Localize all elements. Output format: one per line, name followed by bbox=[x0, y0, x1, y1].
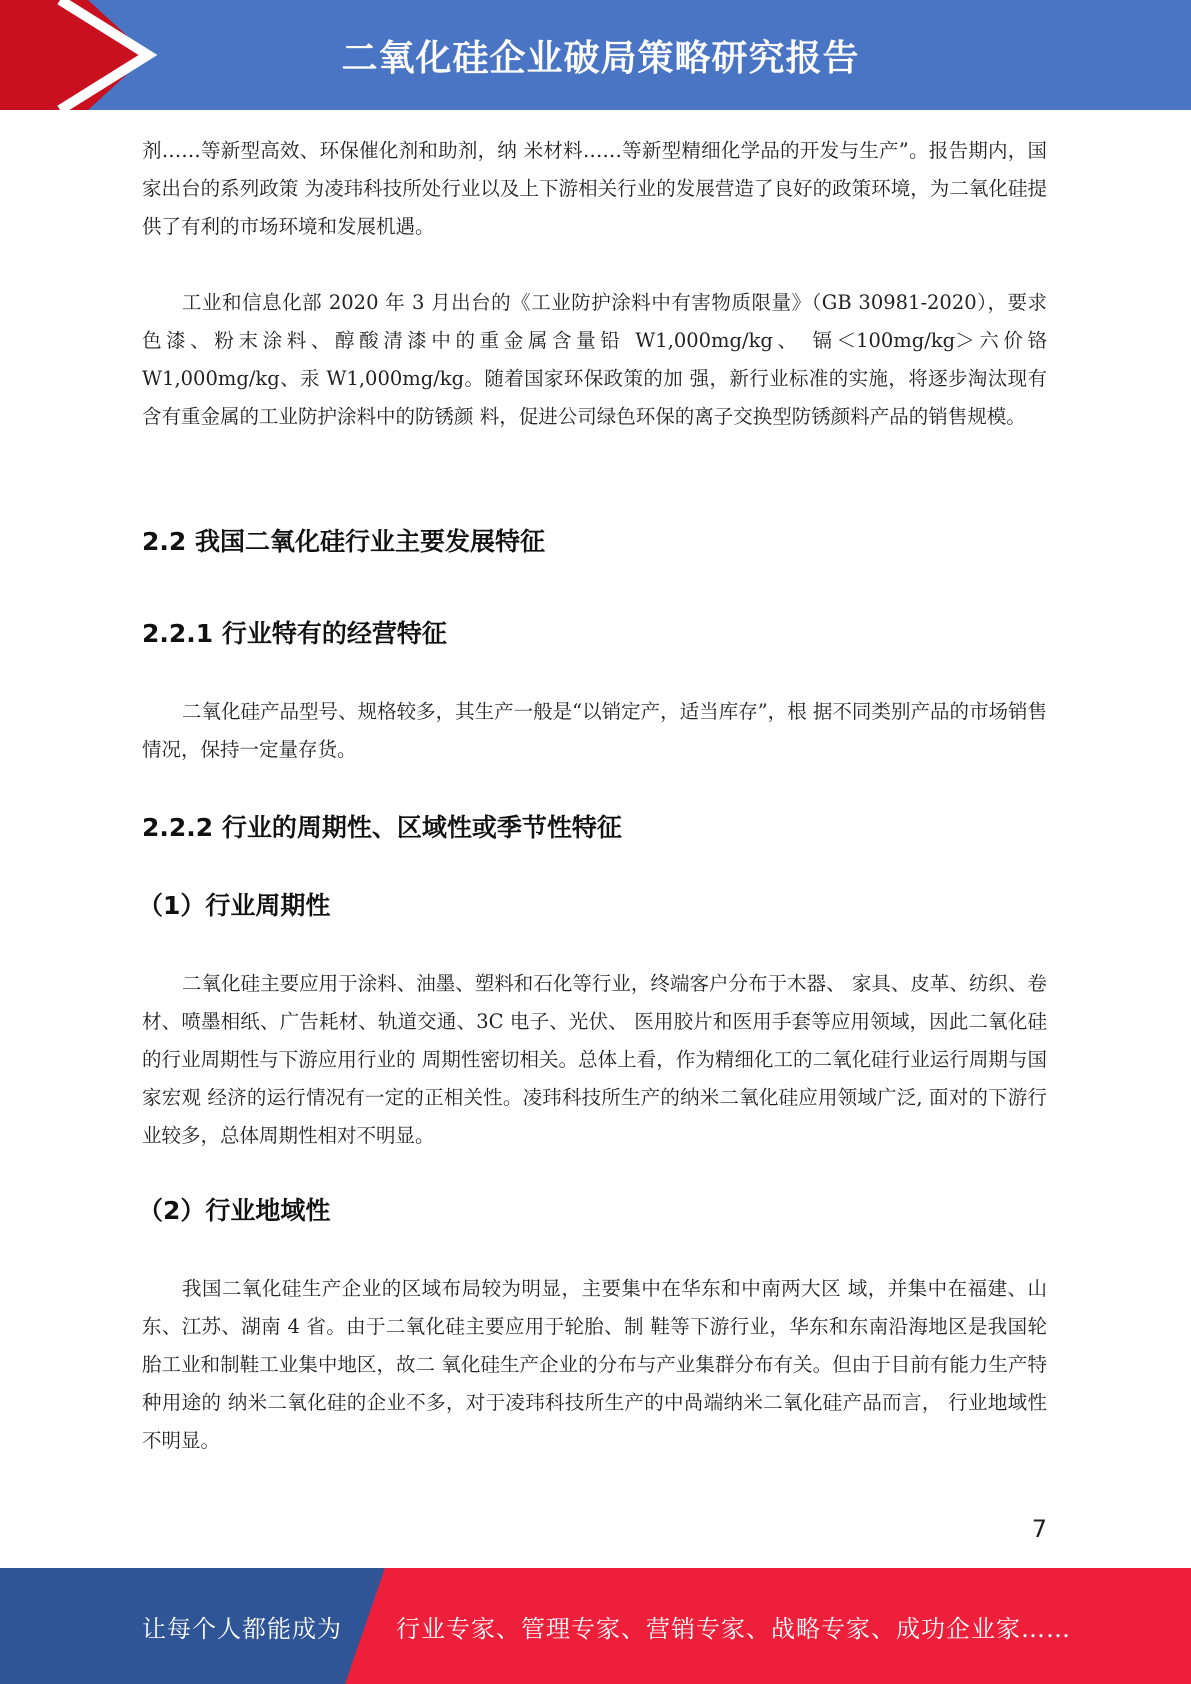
footer-slogan-right: 行业专家、管理专家、营销专家、战略专家、成功企业家…… bbox=[396, 1614, 1071, 1643]
arrow-red-shape bbox=[0, 0, 148, 110]
paragraph-2: 工业和信息化部 2020 年 3 月出台的《工业防护涂料中有害物质限量》（GB 30981-2020），要求色漆、粉末涂料、醇酸清漆中的重金属含量铅 W1,000mg/kg、 镉＜100mg/kg＞六价铬 W1,000mg/kg、汞 W1,000mg/kg。随着国家环保政策的加 强，新行业标准的实施，将逐步淘汰现有含有重金属的工业防护涂料中的防锈颜 料，促进公司绿色环保的离子交换型防锈颜料产品的销售规模。 bbox=[142, 291, 1047, 428]
header-band bbox=[0, 0, 1191, 110]
footer-slogan-left: 让每个人都能成为 bbox=[142, 1614, 342, 1643]
heading-2-2-2: 2.2.2 行业的周期性、区域性或季节性特征 bbox=[142, 813, 622, 842]
heading-2-2: 2.2 我国二氧化硅行业主要发展特征 bbox=[142, 527, 545, 556]
page-number: 7 bbox=[1031, 1515, 1047, 1543]
paragraph-4: 二氧化硅主要应用于涂料、油墨、塑料和石化等行业，终端客户分布于木器、 家具、皮革、纺织、卷材、喷墨相纸、广告耗材、轨道交通、3C 电子、光伏、 医用胶片和医用手套等应用领域，因此二氧化硅的行业周期性与下游应用行业的 周期性密切相关。总体上看，作为精细化工的二氧化硅行业运行周期与国家宏观 经济的运行情况有一定的正相关性。凌玮科技所生产的纳米二氧化硅应用领域广泛, 面对的下游行业较多，总体周期性相对不明显。 bbox=[142, 972, 1047, 1147]
heading-2-2-1: 2.2.1 行业特有的经营特征 bbox=[142, 619, 447, 648]
footer-band bbox=[0, 1568, 1191, 1684]
paragraph-standard-block bbox=[142, 284, 1047, 436]
paragraph-policy-intro bbox=[142, 132, 1047, 246]
header-arrow-graphic bbox=[0, 0, 160, 110]
document-title: 二氧化硅企业破局策略研究报告 bbox=[341, 37, 860, 79]
paragraph-5: 我国二氧化硅生产企业的区域布局较为明显，主要集中在华东和中南两大区 域，并集中在福建、山东、江苏、湖南 4 省。由于二氧化硅主要应用于轮胎、制 鞋等下游行业，华东和东南沿海地区是我国轮胎工业和制鞋工业集中地区，故二 氧化硅生产企业的分布与产业集群分布有关。但由于目前有能力生产特种用途的 纳米二氧化硅的企业不多，对于凌玮科技所生产的中咼端纳米二氧化硅产品而言， 行业地域性不明显。 bbox=[142, 1277, 1047, 1452]
paragraph-1: 剂……等新型高效、环保催化剂和助剂，纳 米材料……等新型精细化学品的开发与生产”。报告期内，国家出台的系列政策 为凌玮科技所处行业以及上下游相关行业的发展营造了良好的政策环境，为二氧化硅提供了有利的市场环境和发展机遇。 bbox=[142, 139, 1047, 238]
paragraph-3: 二氧化硅产品型号、规格较多，其生产一般是“以销定产，适当库存”，根 据不同类别产品的市场销售情况，保持一定量存货。 bbox=[142, 700, 1047, 761]
heading-regionality: （2）行业地域性 bbox=[138, 1196, 331, 1225]
heading-cyclicality: （1）行业周期性 bbox=[138, 891, 331, 920]
